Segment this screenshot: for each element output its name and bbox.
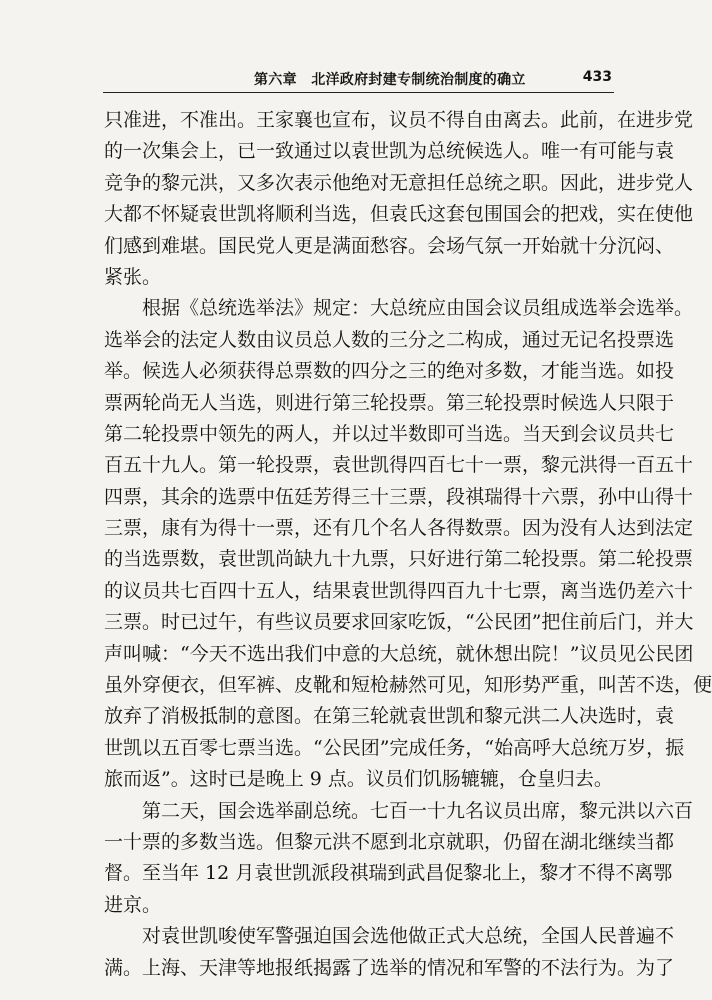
text-line: 放弃了消极抵制的意图。在第三轮就袁世凯和黎元洪二人决选时，袁: [104, 705, 675, 728]
text-line: 竞争的黎元洪，又多次表示他绝对无意担任总统之职。因此，进步党人: [104, 171, 694, 194]
text-line: 旅而返”。这时已是晚上 9 点。议员们饥肠辘辘，仓皇归去。: [104, 768, 613, 791]
running-header: [103, 66, 614, 93]
text-line: 第二天，国会选举副总统。七百一十九名议员出席，黎元洪以六百: [142, 799, 694, 822]
text-line: 督。至当年 12 月袁世凯派段祺瑞到武昌促黎北上，黎才不得不离鄂: [104, 862, 673, 885]
text-line: 百五十九人。第一轮投票，袁世凯得四百七十一票，黎元洪得一百五十: [104, 454, 694, 477]
text-line: 满。上海、天津等地报纸揭露了选举的情况和军警的不法行为。为了: [104, 956, 675, 979]
text-line: 四票，其余的选票中伍廷芳得三十三票，段祺瑞得十六票，孙中山得十: [104, 485, 694, 508]
chapter-title: 第六章 北洋政府封建专制统治制度的确立: [254, 72, 526, 88]
text-line: 对袁世凯唆使军警强迫国会选他做正式大总统，全国人民普遍不: [142, 925, 675, 948]
text-line: 举。候选人必须获得总票数的四分之三的绝对多数，才能当选。如投: [104, 360, 675, 383]
text-line: 只准进，不准出。王家襄也宣布，议员不得自由离去。此前，在进步党: [104, 109, 694, 131]
text-line: 进京。: [104, 893, 162, 916]
text-line: 三票。时已过午，有些议员要求回家吃饭，“公民团”把住前后门，并大: [104, 611, 694, 634]
text-line: 三票，康有为得十一票，还有几个名人各得数票。因为没有人达到法定: [104, 517, 694, 540]
text-line: 根据《总统选举法》规定：大总统应由国会议员组成选举会选举。: [142, 297, 694, 320]
text-line: 的议员共七百四十五人，结果袁世凯得四百九十七票，离当选仍差六十: [104, 579, 694, 602]
text-line: 第二轮投票中领先的两人，并以过半数即可当选。当天到会议员共七: [104, 422, 675, 445]
text-line: 一十票的多数当选。但黎元洪不愿到北京就职，仍留在湖北继续当都: [104, 830, 675, 853]
text-line: 们感到难堪。国民党人更是满面愁容。会场气氛一开始就十分沉闷、: [104, 234, 675, 257]
text-line: 大都不怀疑袁世凯将顺利当选，但袁氏这套包围国会的把戏，实在使他: [104, 203, 694, 226]
text-line: 选举会的法定人数由议员总人数的三分之二构成，通过无记名投票选: [104, 328, 675, 351]
body-text: [104, 105, 712, 984]
page-number: 433: [582, 69, 612, 85]
text-line: 紧张。: [104, 265, 162, 288]
text-line: 虽外穿便衣，但军裤、皮靴和短枪赫然可见，知形势严重，叫苦不迭，便: [104, 674, 712, 697]
text-line: 的当选票数，袁世凯尚缺九十九票，只好进行第二轮投票。第二轮投票: [104, 548, 694, 571]
text-line: 的一次集会上，已一致通过以袁世凯为总统候选人。唯一有可能与袁: [104, 140, 675, 163]
text-line: 声叫喊：“今天不选出我们中意的大总统，就休想出院！”议员见公民团: [104, 642, 694, 665]
text-line: 票两轮尚无人当选，则进行第三轮投票。第三轮投票时候选人只限于: [104, 391, 675, 414]
text-line: 世凯以五百零七票当选。“公民团”完成任务，“始高呼大总统万岁，振: [104, 736, 685, 759]
